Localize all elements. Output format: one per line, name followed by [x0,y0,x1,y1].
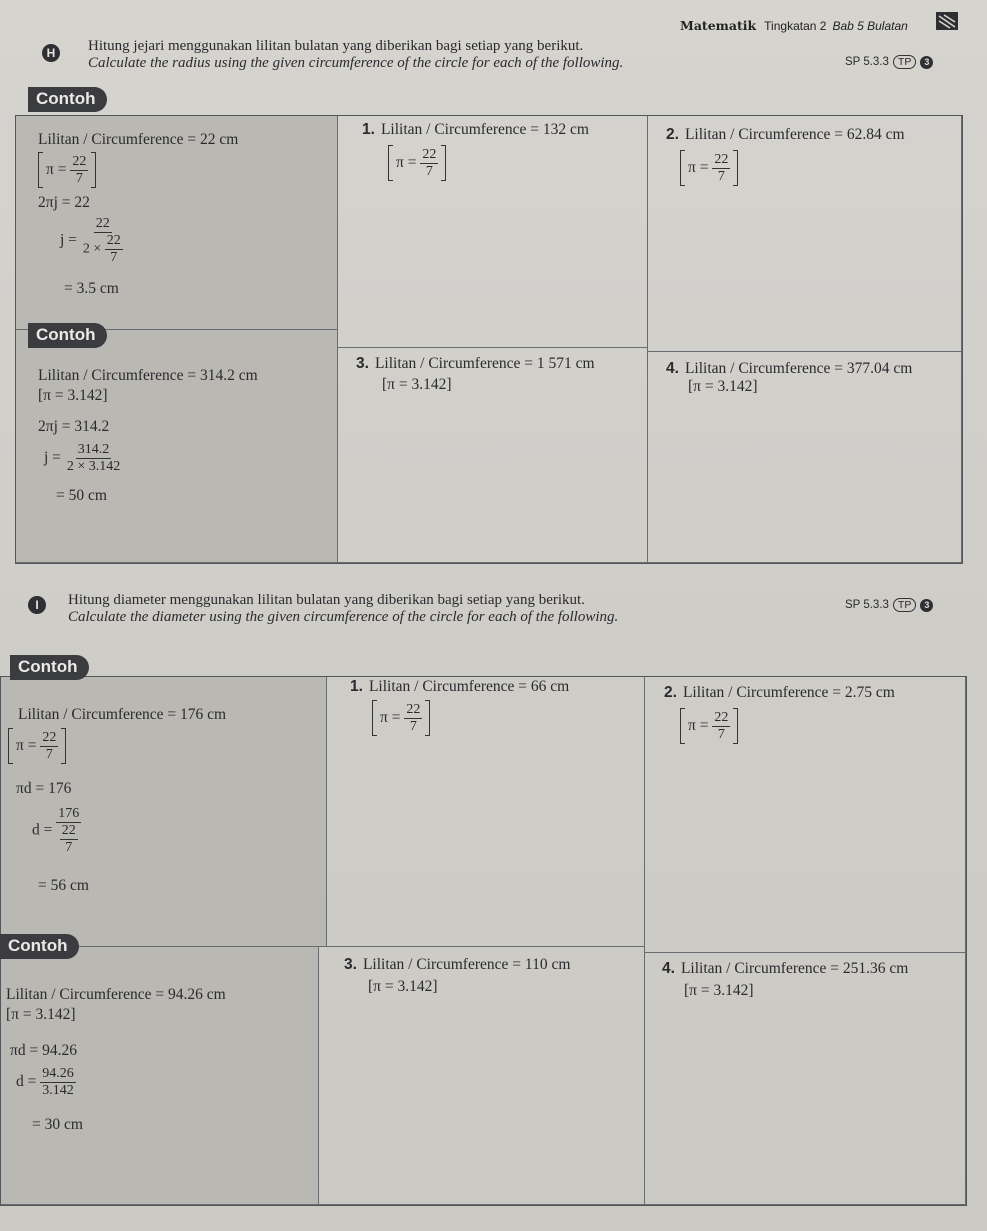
subject-title: Matematik [680,18,757,33]
instruction-malay: Hitung diameter menggunakan lilitan bulatan yang diberikan bagi setiap yang berikut. [68,592,585,608]
chapter-icon [936,12,958,30]
example-given: Lilitan / Circumference = 94.26 cm [6,986,226,1003]
section-h-badge: H [42,44,60,62]
question-3: 3. Lilitan / Circumference = 110 cm [344,956,571,973]
running-header [680,18,908,33]
working-step-1: 2πj = 314.2 [38,418,110,435]
pi-value: [π = 3.142] [688,378,758,395]
section-i-standard [845,598,933,612]
form-label: Tingkatan 2 [764,19,827,33]
section-i-badge: I [28,596,46,614]
question-2: 2. Lilitan / Circumference = 2.75 cm [664,684,895,701]
section-i-grid [0,676,967,1206]
example-label: Contoh [10,655,89,680]
working-step-3: = 30 cm [32,1116,83,1133]
tp-label: TP [893,55,916,69]
working-step-2: j = $\frac{314.2}{2 \times 3.142}$ [44,442,121,474]
pi-value: [π = 3.142] [684,982,754,999]
working-step-3: = 56 cm [38,877,89,894]
section-h-standard [845,55,933,69]
pi-value: [π = 3.142] [6,1006,76,1023]
sp-code: SP 5.3.3 [845,599,889,611]
working-step-1: πd = 94.26 [10,1042,77,1059]
tp-level: 3 [920,599,933,612]
pi-value: π = $\frac{22}{7}$ [388,145,446,186]
example-given: Lilitan / Circumference = 22 cm [38,131,239,148]
pi-value: π = $\frac{22}{7}$ [8,728,66,769]
question-3: 3. Lilitan / Circumference = 1 571 cm [356,355,595,372]
section-h-grid [15,115,963,564]
question-1: 1. Lilitan / Circumference = 66 cm [350,678,570,695]
pi-value: [π = 3.142] [382,376,452,393]
chapter-label: Bab 5 Bulatan [832,19,908,33]
working-step-2: d = $\frac{94.26}{3.142}$ [16,1066,74,1098]
question-4: 4. Lilitan / Circumference = 251.36 cm [662,960,909,977]
question-1: 1. Lilitan / Circumference = 132 cm [362,121,589,138]
example-given: Lilitan / Circumference = 176 cm [18,706,227,723]
instruction-english: Calculate the radius using the given circumference of the circle for each of the following. [88,55,624,71]
section-i-instruction [68,592,618,626]
pi-value: [π = 3.142] [368,978,438,995]
answer-cell-1[interactable] [338,116,648,348]
section-h-instruction [88,38,623,72]
pi-value: π = $\frac{22}{7}$ [680,708,738,749]
pi-value: π = $\frac{22}{7}$ [680,150,738,191]
instruction-malay: Hitung jejari menggunakan lilitan bulatan yang diberikan bagi setiap yang berikut. [88,38,584,54]
example-given: Lilitan / Circumference = 314.2 cm [38,367,258,384]
tp-label: TP [893,598,916,612]
working-step-1: 2πj = 22 [38,194,90,211]
example-label: Contoh [0,934,79,959]
pi-value: π = $\frac{22}{7}$ [38,152,96,193]
question-4: 4. Lilitan / Circumference = 377.04 cm [666,360,913,377]
working-step-2: d = $\frac{176}{\frac{22}{7}}$ [32,806,80,855]
pi-value: π = $\frac{22}{7}$ [372,700,430,741]
tp-level: 3 [920,56,933,69]
question-2: 2. Lilitan / Circumference = 62.84 cm [666,126,905,143]
example-label: Contoh [28,87,107,112]
sp-code: SP 5.3.3 [845,56,889,68]
example-label: Contoh [28,323,107,348]
working-step-3: = 50 cm [56,487,107,504]
pi-value: [π = 3.142] [38,387,108,404]
working-step-1: πd = 176 [16,780,72,797]
working-step-2: j = 22 2 × $\frac{22}{7}$ [60,216,121,265]
instruction-english: Calculate the diameter using the given circumference of the circle for each of the following. [68,609,619,625]
working-step-3: = 3.5 cm [64,280,119,297]
